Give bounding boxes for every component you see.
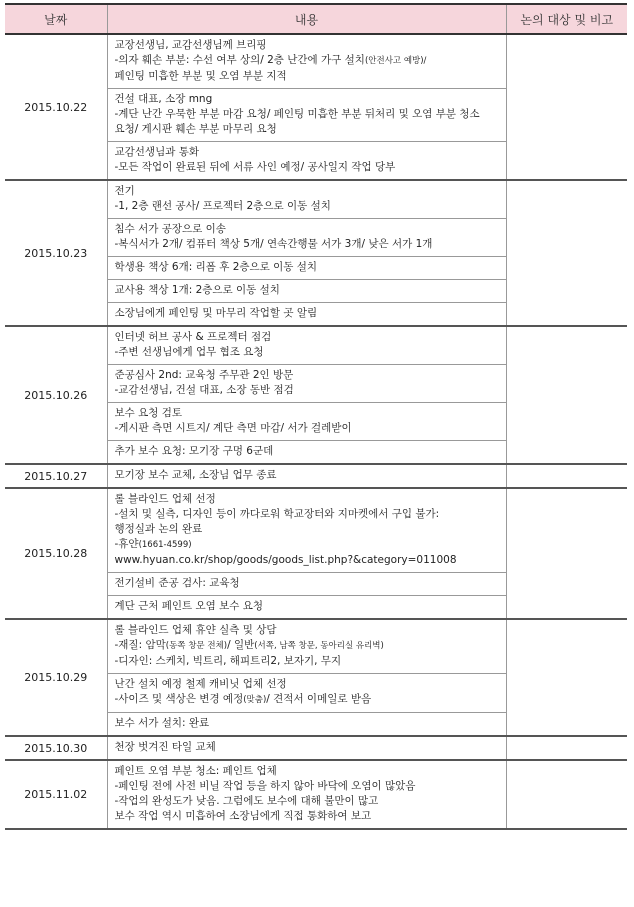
- content-cell: [107, 596, 506, 620]
- content-line: 페인팅 미흡한 부분 및 오염 부분 지적: [114, 70, 287, 82]
- content-line: 추가 보수 요청: 모기장 구멍 6군데: [114, 445, 274, 457]
- table-row: [5, 619, 627, 674]
- content-line: -주변 선생님에게 업무 협조 요청: [114, 346, 264, 358]
- content-cell: [107, 736, 506, 760]
- content-cell: [107, 365, 506, 403]
- content-line: -복식서가 2개/ 컴퓨터 책상 5개/ 연속간행물 서가 3개/ 낮은 서가 1개: [114, 238, 433, 250]
- content-line: 학생용 책상 6개: 리폼 후 2층으로 이동 설치: [114, 261, 318, 273]
- content-line: 요청/ 게시판 훼손 부분 마무리 요청: [114, 123, 277, 135]
- content-line: -교감선생님, 건설 대표, 소장 동반 점검: [114, 384, 294, 396]
- content-line: 교장선생님, 교감선생님께 브리핑: [114, 39, 267, 51]
- date-cell: 2015.10.30: [5, 736, 107, 760]
- note-cell: [506, 488, 627, 619]
- content-line: 교사용 책상 1개: 2층으로 이동 설치: [114, 284, 280, 296]
- content-cell: [107, 488, 506, 573]
- content-cell: [107, 326, 506, 365]
- content-cell: [107, 619, 506, 674]
- content-cell: [107, 34, 506, 89]
- note-cell: [506, 619, 627, 736]
- date-cell: 2015.10.28: [5, 488, 107, 619]
- content-line: -페인팅 전에 사전 비닐 작업 등을 하지 않아 바닥에 오염이 많았음: [114, 780, 416, 792]
- content-cell: [107, 464, 506, 488]
- header-date: 날짜: [5, 4, 107, 34]
- content-line: 전기설비 준공 검사: 교육청: [114, 577, 240, 589]
- content-cell: [107, 403, 506, 441]
- content-line: 페인트 오염 부분 청소: 페인트 업체: [114, 765, 277, 777]
- content-line: 롤 블라인드 업체 선정: [114, 493, 216, 505]
- content-line: www.hyuan.co.kr/shop/goods/goods_list.php?&category=011008: [114, 554, 457, 566]
- date-cell: 2015.11.02: [5, 760, 107, 829]
- content-cell: [107, 760, 506, 829]
- content-cell: [107, 303, 506, 327]
- content-line: 난간 설치 예정 철제 캐비닛 업체 선정: [114, 678, 287, 690]
- content-line: -게시판 측면 시트지/ 계단 측면 마감/ 서가 걸레받이: [114, 422, 352, 434]
- content-line: 모기장 보수 교체, 소장님 업무 종료: [114, 469, 277, 481]
- page: [5, 3, 627, 830]
- content-line: -설치 및 실측, 디자인 등이 까다로워 학교장터와 지마켓에서 구입 불가:: [114, 508, 440, 520]
- table-row: [5, 736, 627, 760]
- content-cell: [107, 257, 506, 280]
- table-row: [5, 488, 627, 573]
- content-line: 인터넷 허브 공사 & 프로젝터 점검: [114, 331, 272, 343]
- content-line: -작업의 완성도가 낮음. 그럼에도 보수에 대해 불만이 많고: [114, 795, 379, 807]
- date-cell: 2015.10.26: [5, 326, 107, 464]
- content-line: 소장님에게 페인팅 및 마무리 작업할 곳 알림: [114, 307, 318, 319]
- content-cell: [107, 180, 506, 219]
- table-row: [5, 464, 627, 488]
- header-content: 내용: [107, 4, 506, 34]
- note-cell: [506, 464, 627, 488]
- table-row: [5, 326, 627, 365]
- content-cell: [107, 89, 506, 142]
- note-cell: [506, 736, 627, 760]
- content-line: -계단 난간 우묵한 부분 마감 요청/ 페인팅 미흡한 부분 뒤처리 및 오염 부분 청소: [114, 108, 480, 120]
- table-row: [5, 760, 627, 829]
- content-line: 롤 블라인드 업체 휴얀 실측 및 상담: [114, 624, 277, 636]
- table-row: [5, 34, 627, 89]
- note-cell: [506, 180, 627, 326]
- content-line: 천장 벗겨진 타일 교체: [114, 741, 216, 753]
- content-line: -휴얀(1661-4599): [114, 538, 192, 550]
- date-cell: 2015.10.27: [5, 464, 107, 488]
- content-line: 건설 대표, 소장 mng: [114, 93, 213, 105]
- content-line: 보수 서가 설치: 완료: [114, 717, 210, 729]
- content-cell: [107, 142, 506, 181]
- date-cell: 2015.10.22: [5, 34, 107, 180]
- content-line: 보수 요청 검토: [114, 407, 183, 419]
- note-cell: [506, 326, 627, 464]
- work-log-table: [5, 3, 627, 830]
- content-line: -의자 훼손 부분: 수선 여부 상의/ 2층 난간에 가구 설치(안전사고 예방)/: [114, 54, 427, 66]
- content-line: 보수 작업 역시 미흡하여 소장님에게 직접 통화하여 보고: [114, 810, 372, 822]
- table-row: [5, 180, 627, 219]
- content-cell: [107, 441, 506, 465]
- content-line: -디자인: 스케치, 빅트리, 해피트리2, 보자기, 무지: [114, 655, 342, 667]
- header-row: [5, 4, 627, 34]
- content-line: -재질: 암막(동쪽 창문 전체)/ 일반(서쪽, 남쪽 창문, 동아리실 유리벽): [114, 639, 384, 651]
- content-line: -1, 2층 랜선 공사/ 프로젝터 2층으로 이동 설치: [114, 200, 331, 212]
- content-line: 준공심사 2nd: 교육청 주무관 2인 방문: [114, 369, 294, 381]
- content-cell: [107, 573, 506, 596]
- content-line: -모든 작업이 완료된 뒤에 서류 사인 예정/ 공사일지 작업 당부: [114, 161, 396, 173]
- note-cell: [506, 34, 627, 180]
- content-line: 교감선생님과 통화: [114, 146, 199, 158]
- header-note: 논의 대상 및 비고: [506, 4, 627, 34]
- content-line: 침수 서가 공장으로 이송: [114, 223, 226, 235]
- content-line: -사이즈 및 색상은 변경 예정(맞춤)/ 견적서 이메일로 받음: [114, 693, 372, 705]
- date-cell: 2015.10.29: [5, 619, 107, 736]
- content-line: 계단 근처 페인트 오염 보수 요청: [114, 600, 264, 612]
- content-line: 행정실과 논의 완료: [114, 523, 203, 535]
- note-cell: [506, 760, 627, 829]
- content-cell: [107, 219, 506, 257]
- content-cell: [107, 713, 506, 737]
- content-line: 전기: [114, 185, 135, 197]
- content-cell: [107, 280, 506, 303]
- date-cell: 2015.10.23: [5, 180, 107, 326]
- content-cell: [107, 674, 506, 713]
